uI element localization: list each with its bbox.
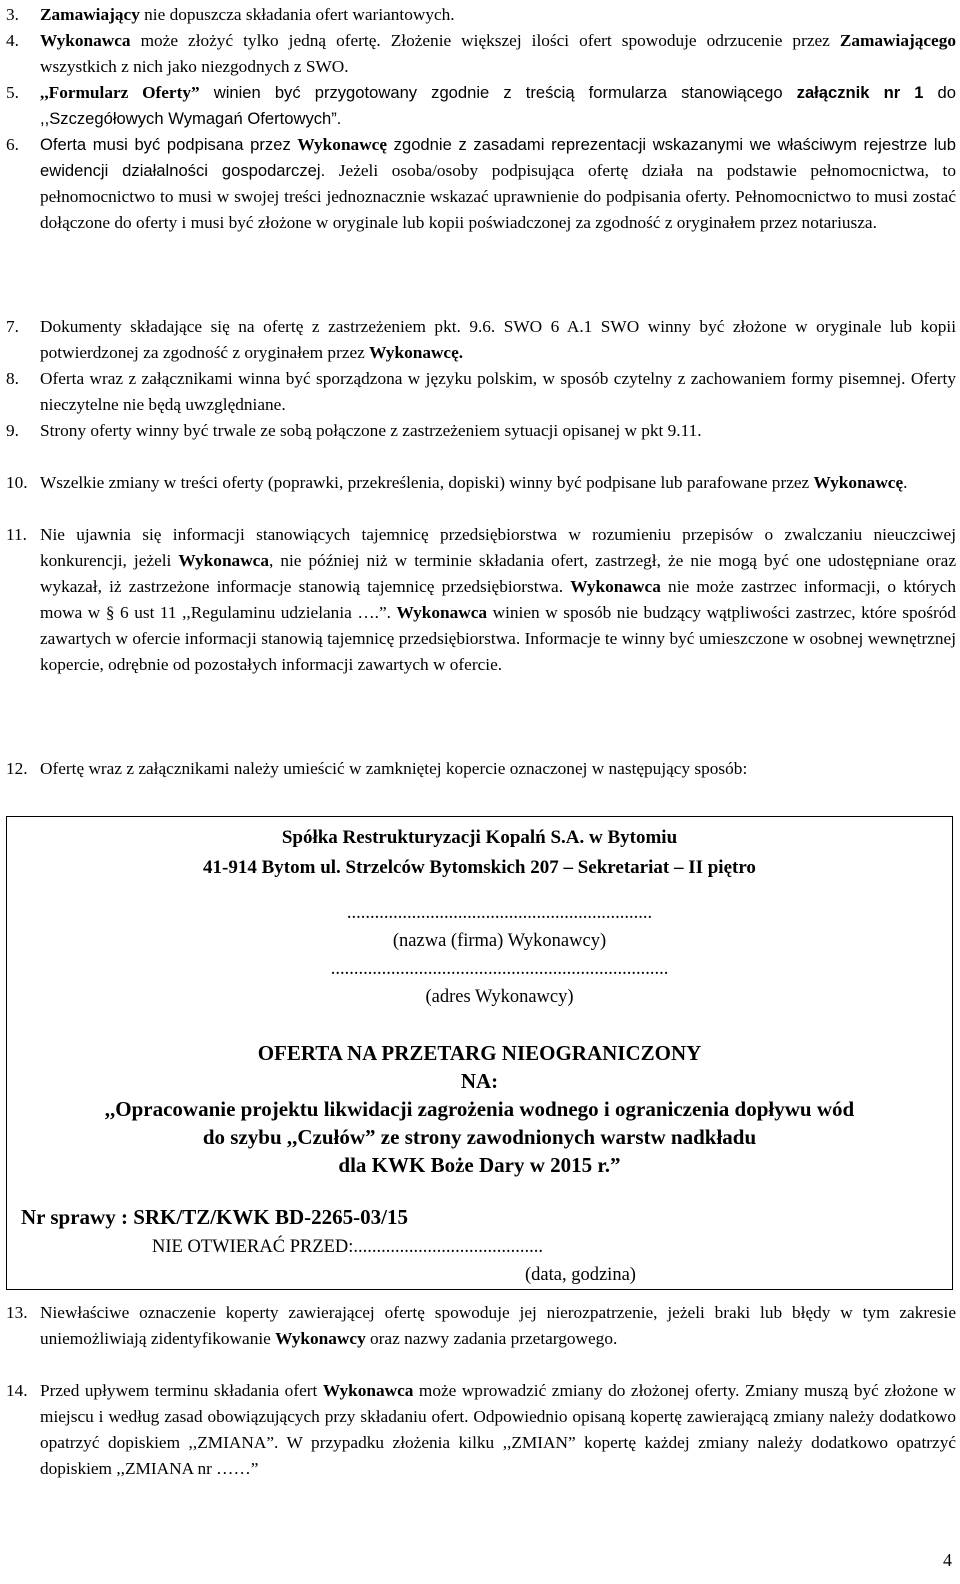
- company-name-label: (nazwa (firma) Wykonawcy): [392, 931, 607, 951]
- item-text: [40, 132, 956, 236]
- list-item-5: [6, 80, 956, 132]
- text-segment: winien być przygotowany zgodnie z treścią formularza stanowiącego: [199, 83, 797, 102]
- item-number: 14.: [6, 1381, 28, 1400]
- item-text: [40, 314, 956, 366]
- envelope-company: Spółka Restrukturyzacji Kopalń S.A. w Bytomiu: [281, 827, 678, 848]
- text-segment: Wykonawca: [570, 577, 661, 596]
- text-segment: Wykonawcy: [275, 1329, 366, 1348]
- text-segment: Wykonawca: [396, 603, 488, 622]
- list-item-9: [6, 418, 956, 444]
- address-label: (adres Wykonawcy): [425, 987, 574, 1007]
- list-item-4: [6, 28, 956, 80]
- text-segment: może złożyć tylko jedną ofertę. Złożenie większej ilości ofert spowoduje odrzucenie przez: [130, 31, 840, 50]
- list-item-8: [6, 366, 956, 418]
- item-number: 7.: [6, 317, 19, 336]
- offer-title: OFERTA NA PRZETARG NIEOGRANICZONY: [257, 1041, 702, 1065]
- text-segment: do ,,Szczegółowych Wymagań Ofertowych”.: [40, 83, 956, 128]
- text-segment: Zamawiającego: [839, 31, 956, 50]
- text-segment: Wykonawcę.: [369, 343, 464, 362]
- offer-subject-line-3: dla KWK Boże Dary w 2015 r.”: [338, 1153, 621, 1177]
- item-text: [40, 756, 956, 782]
- text-segment: Zamawiający: [40, 5, 140, 24]
- list-item-3: [6, 2, 956, 28]
- offer-subject-line-1: ,,Opracowanie projektu likwidacji zagrożenia wodnego i ograniczenia dopływu wód: [104, 1097, 855, 1121]
- text-segment: Wszelkie zmiany w treści oferty (poprawki, przekreślenia, dopiski) winny być podpisane lub parafowane przez: [40, 473, 814, 492]
- offer-na: NA:: [460, 1069, 499, 1093]
- page-number: 4: [943, 1550, 952, 1570]
- item-text: [40, 418, 956, 444]
- company-name-dots: ..................................................................: [346, 903, 653, 923]
- offer-subject-line-2: do szybu ,,Czułów” ze strony zawodnionych warstw nadkładu: [202, 1125, 757, 1149]
- list-item-10: [6, 470, 956, 496]
- text-segment: Wykonawca: [322, 1381, 414, 1400]
- text-segment: wszystkich z nich jako niezgodnych z SWO.: [40, 57, 349, 76]
- item-number: 11.: [6, 525, 27, 544]
- text-segment: Nie ujawnia się informacji stanowiących tajemnicę przedsiębiorstwa w rozumieniu przepisów o zwalczaniu nieuczciwej konkurencji, jeżeli: [40, 525, 956, 570]
- text-segment: Jeżeli osoba/osoby podpisująca ofertę działa na podstawie pełnomocnictwa, to pełnomocnictwo to musi w swojej treści jednoznacznie wskazać uprawnienie do podpisania oferty. Pełnomocnictwo to musi zostać dołączone do oferty i musi być złożone w oryginale lub kopii poświadczonej za zgodność z oryginałem przez notariusza.: [40, 161, 956, 232]
- text-segment: Oferta musi być podpisana przez: [40, 135, 298, 154]
- item-number: 13.: [6, 1303, 28, 1322]
- text-segment: ,,Formularz Oferty”: [40, 83, 200, 102]
- item-number: 8.: [6, 369, 19, 388]
- text-segment: Wykonawcę: [813, 473, 904, 492]
- text-segment: , nie później niż w terminie składania ofert, zastrzegł, że nie mogą być one udostępniane oraz wykazał, iż zastrzeżone informacje stanowią tajemnicę przedsiębiorstwa.: [40, 551, 956, 596]
- item-number: 9.: [6, 421, 19, 440]
- text-segment: nie może zastrzec informacji, o których mowa w § 6 ust 11 ,,Regulaminu udzielania ….”.: [40, 577, 956, 622]
- list-item-12: [6, 756, 956, 782]
- text-segment: Dokumenty składające się na ofertę z zastrzeżeniem pkt. 9.6. SWO 6 A.1 SWO winny być złożone w oryginale lub kopii potwierdzonej za zgodność z oryginałem przez: [40, 317, 956, 362]
- text-segment: Niewłaściwe oznaczenie koperty zawierającej ofertę spowoduje jej nierozpatrzenie, jeżeli braki lub błędy w tym zakresie uniemożliwiają zidentyfikowanie: [40, 1303, 956, 1348]
- item-text: [40, 2, 956, 28]
- text-segment: Przed upływem terminu składania ofert: [40, 1381, 323, 1400]
- item-number: 4.: [6, 31, 19, 50]
- item-text: [40, 470, 956, 496]
- text-segment: .: [903, 473, 908, 492]
- case-number: Nr sprawy : SRK/TZ/KWK BD-2265-03/15: [21, 1205, 408, 1229]
- item-text: [40, 1300, 956, 1352]
- list-item-11: [6, 522, 956, 678]
- text-segment: winien w sposób nie budzący wątpliwości zastrzec, które spośród zawartych w ofercie informacji stanowią tajemnicę przedsiębiorstwa. Informacje te winny być umieszczone w osobnej wewnętrznej kopercie, odrębnie od pozostałych informacji zawartych w ofercie.: [40, 603, 956, 674]
- item-number: 10.: [6, 473, 28, 492]
- text-segment: załącznik nr 1: [796, 83, 924, 102]
- text-segment: Strony oferty winny być trwale ze sobą połączone z zastrzeżeniem sytuacji opisanej w pkt 9.11.: [40, 421, 702, 440]
- envelope-address: 41-914 Bytom ul. Strzelców Bytomskich 207 – Sekretariat – II piętro: [203, 857, 756, 878]
- text-segment: Oferta wraz z załącznikami winna być sporządzona w języku polskim, w sposób czytelny z zachowaniem formy pisemnej. Oferty nieczytelne nie będą uwzględniane.: [40, 369, 956, 414]
- envelope-label-box: [6, 816, 953, 1290]
- text-segment: oraz nazwy zadania przetargowego.: [365, 1329, 618, 1348]
- item-text: [40, 522, 956, 678]
- text-segment: zgodnie z zasadami reprezentacji wskazanymi we właściwym rejestrze lub ewidencji działalności gospodarczej.: [40, 135, 956, 180]
- list-item-6: [6, 132, 956, 236]
- item-text: [40, 1378, 956, 1482]
- item-number: 3.: [6, 5, 19, 24]
- text-segment: może wprowadzić zmiany do złożonej oferty. Zmiany muszą być złożone w miejscu i według zasad obowiązujących przy składaniu ofert. Odpowiednio opisaną kopertę zawierającą zmiany należy dodatkowo opatrzyć dopiskiem ,,ZMIANA”. W przypadku złożenia kilku ,,ZMIAN” kopertę każdej zmiany należy dodatkowo opatrzyć dopiskiem ,,ZMIANA nr ……”: [40, 1381, 956, 1478]
- item-text: [40, 28, 956, 80]
- address-dots: .........................................................................: [330, 959, 669, 979]
- item-number: 12.: [6, 759, 28, 778]
- date-time-label: (data, godzina): [525, 1265, 636, 1285]
- text-segment: Wykonawcę: [297, 135, 388, 154]
- list-item-14: [6, 1378, 956, 1482]
- text-segment: nie dopuszcza składania ofert wariantowych.: [139, 5, 455, 24]
- item-number: 5.: [6, 83, 19, 102]
- list-item-7: [6, 314, 956, 366]
- text-segment: Wykonawca: [40, 31, 131, 50]
- item-text: [40, 366, 956, 418]
- text-segment: Ofertę wraz z załącznikami należy umieścić w zamkniętej kopercie oznaczonej w następujący sposób:: [40, 759, 748, 778]
- text-segment: Wykonawca: [178, 551, 269, 570]
- do-not-open-until: NIE OTWIERAĆ PRZED:.........................................: [152, 1237, 544, 1257]
- item-number: 6.: [6, 135, 19, 154]
- list-item-13: [6, 1300, 956, 1352]
- item-text: [40, 80, 956, 132]
